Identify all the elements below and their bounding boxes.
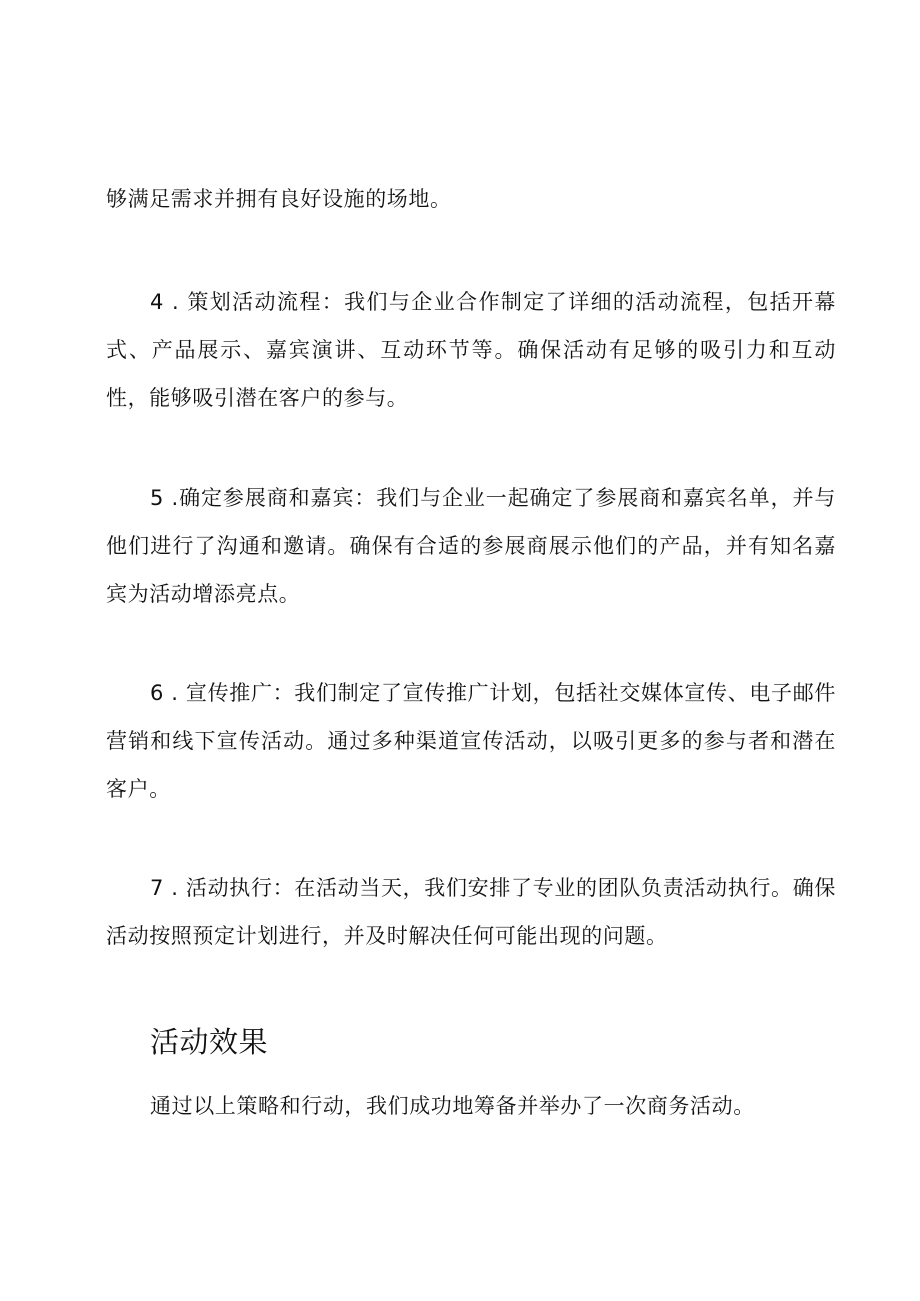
paragraph-continuation: 够满足需求并拥有良好设施的场地。: [106, 187, 452, 211]
list-item-exhibitors-guests: 5 .确定参展商和嘉宾：我们与企业一起确定了参展商和嘉宾名单，并与他们进行了沟通和邀请。确保有合适的参展商展示他们的产品，并有知名嘉宾为活动增添亮点。: [106, 486, 836, 606]
list-item-plan-process: 4 . 策划活动流程：我们与企业合作制定了详细的活动流程，包括开幕式、产品展示、嘉宾演讲、互动环节等。确保活动有足够的吸引力和互动性，能够吸引潜在客户的参与。: [106, 290, 836, 410]
section-heading: 活动效果: [150, 1025, 269, 1059]
list-item-execution: 7 . 活动执行：在活动当天，我们安排了专业的团队负责活动执行。确保活动按照预定计划进行，并及时解决任何可能出现的问题。: [106, 876, 836, 948]
summary-paragraph: 通过以上策略和行动，我们成功地筹备并举办了一次商务活动。: [150, 1094, 755, 1118]
list-item-promotion: 6 . 宣传推广：我们制定了宣传推广计划，包括社交媒体宣传、电子邮件营销和线下宣传活动。通过多种渠道宣传活动，以吸引更多的参与者和潜在客户。: [106, 681, 836, 801]
